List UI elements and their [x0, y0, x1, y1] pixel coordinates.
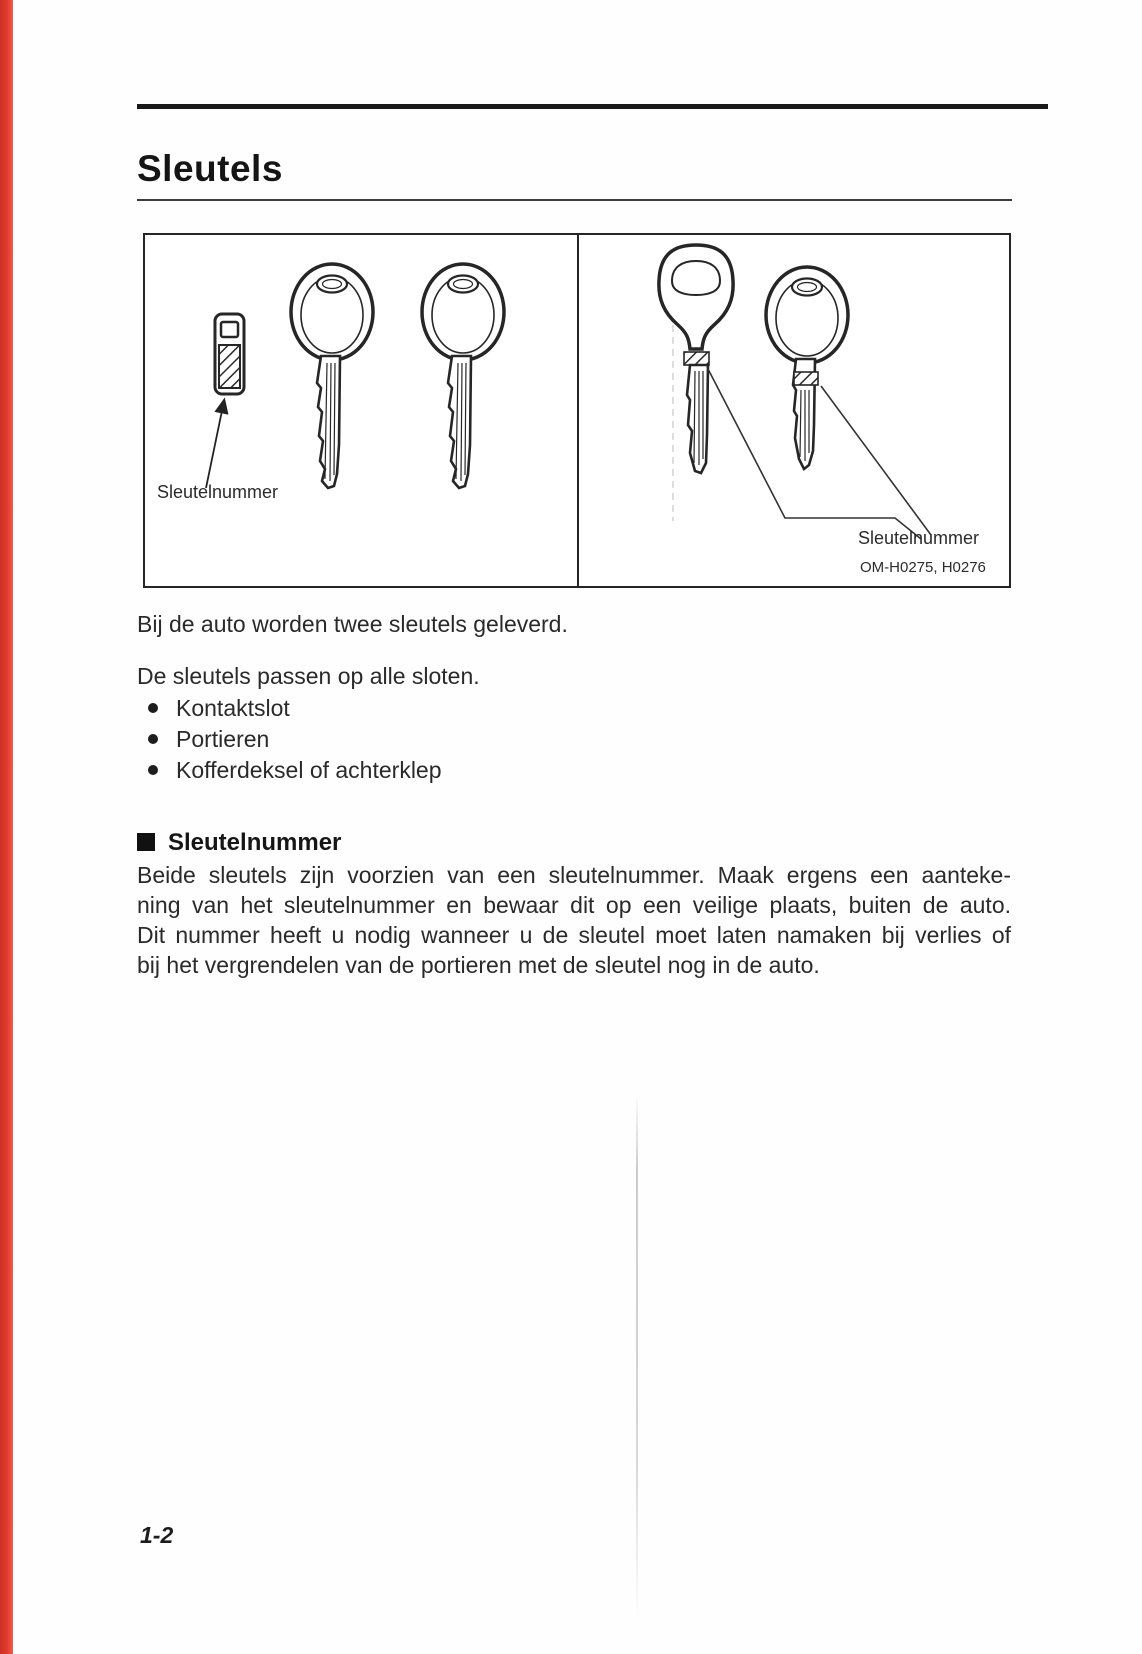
paragraph-intro: Bij de auto worden twee sleutels geleverd. — [137, 611, 568, 637]
figure-label-left: Sleutelnummer — [157, 482, 279, 502]
section-paragraph — [137, 860, 1011, 980]
list-item-label: Portieren — [176, 726, 270, 752]
key-icon-oval-1 — [291, 264, 373, 488]
key-icon-triangle-head — [659, 245, 733, 473]
page-number: 1-2 — [140, 1522, 174, 1548]
square-bullet-icon — [137, 833, 155, 851]
bullet-dot — [148, 703, 158, 713]
list-item — [148, 695, 290, 722]
tag-arrow-icon — [206, 401, 224, 488]
scan-crease-line — [636, 1092, 638, 1620]
section-heading-label: Sleutelnummer — [168, 829, 342, 856]
paragraph-line: Beide sleutels zijn voorzien van een sleutelnummer. Maak ergens een aanteke- — [137, 862, 1011, 888]
key-number-tag-icon — [215, 314, 244, 394]
title-underline — [137, 199, 1012, 201]
paragraph-list-intro: De sleutels passen op alle sloten. — [137, 663, 480, 689]
list-item — [148, 726, 269, 753]
key-icon-oval-3 — [766, 267, 848, 469]
red-book-spine-edge — [0, 0, 13, 1654]
leader-line-right-key — [821, 386, 931, 535]
section-heading — [137, 829, 341, 857]
top-rule — [137, 104, 1048, 109]
key-icon-oval-2 — [422, 264, 504, 488]
list-item-label: Kontaktslot — [176, 695, 290, 721]
list-item-label: Kofferdeksel of achterklep — [176, 757, 442, 783]
page-title: Sleutels — [137, 148, 283, 189]
figure-label-right: Sleutelnummer — [858, 528, 980, 548]
bullet-dot — [148, 765, 158, 775]
figure-reference-code: OM-H0275, H0276 — [860, 559, 986, 576]
bullet-dot — [148, 734, 158, 744]
paragraph-line: Dit nummer heeft u nodig wanneer u de sleutel moet laten namaken bij verlies of — [137, 922, 1011, 948]
paragraph-line: ning van het sleutelnummer en bewaar dit op een veilige plaats, buiten de auto. — [137, 892, 1011, 918]
paragraph-line: bij het vergrendelen van de portieren met de sleutel nog in de auto. — [137, 952, 820, 978]
list-item — [148, 757, 442, 784]
